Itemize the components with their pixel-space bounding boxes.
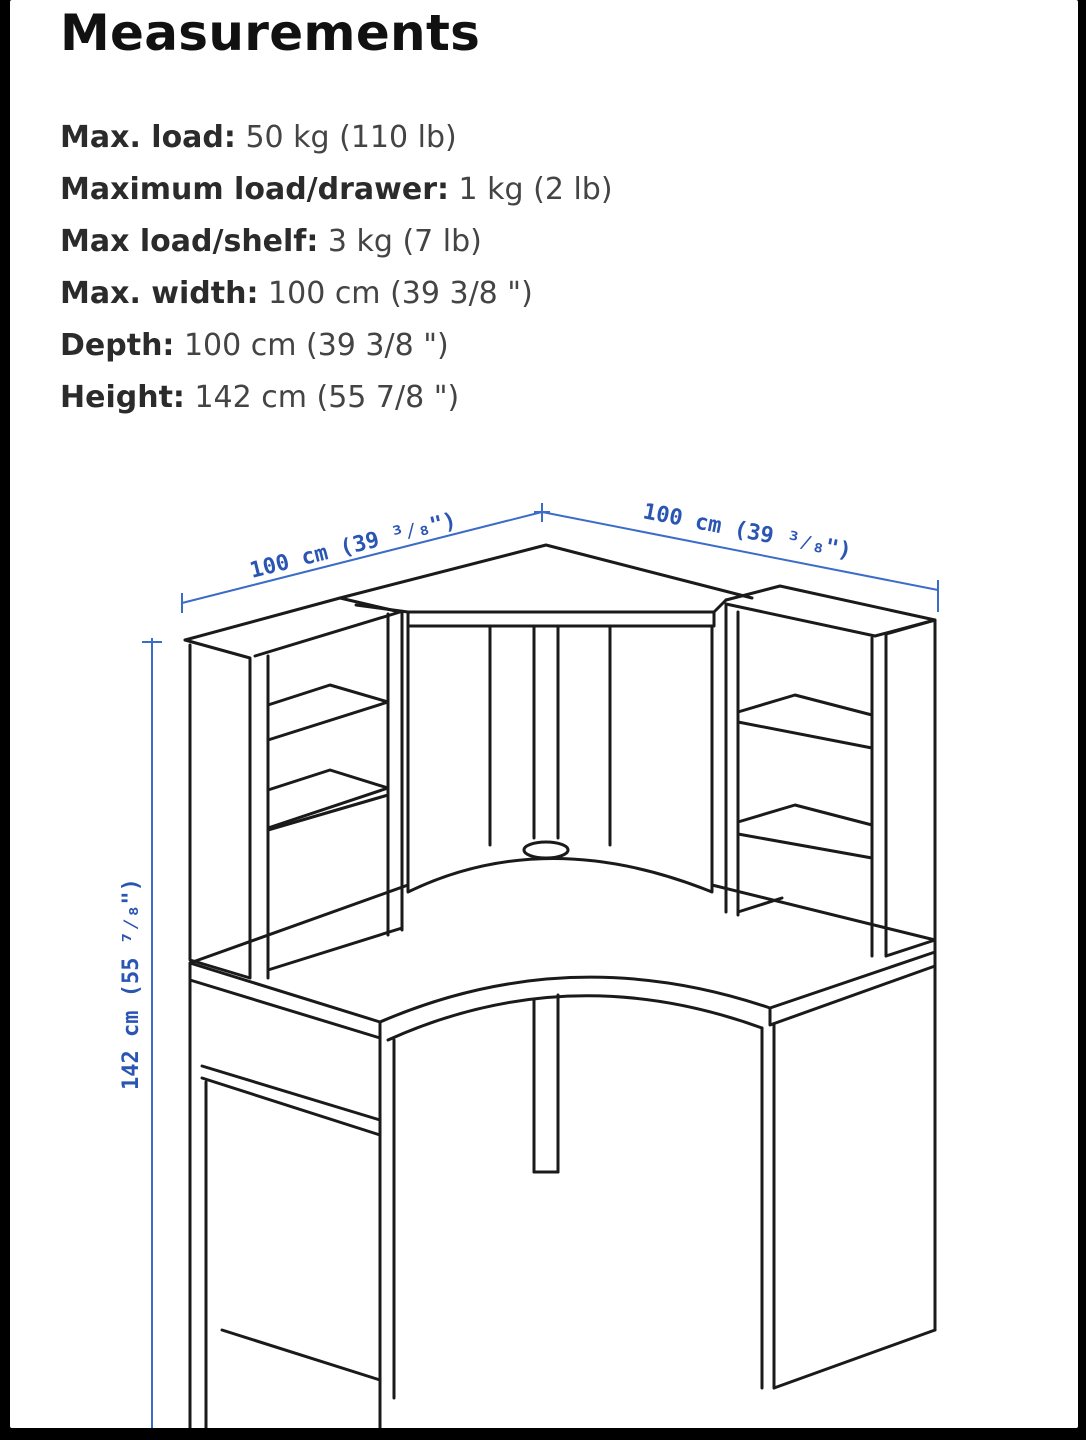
desk-surface-right-edge — [770, 952, 935, 1025]
cable-hole — [524, 842, 568, 858]
spec-value: 142 cm (55 7/8 ") — [194, 380, 460, 415]
left-hutch-shelf-3 — [268, 795, 388, 830]
right-hutch-shelf-1 — [738, 695, 872, 748]
spec-label: Max. load: — [60, 120, 236, 155]
desk-surface-front-edge — [190, 963, 380, 1038]
right-hutch-shelf-2 — [738, 805, 872, 858]
spec-label: Maximum load/drawer: — [60, 172, 449, 207]
page — [10, 0, 1078, 1428]
page-title: Measurements — [60, 4, 481, 62]
spec-value: 100 cm (39 3/8 ") — [268, 276, 533, 311]
desk-drawing — [185, 545, 935, 1428]
desk-surface-underside — [388, 996, 762, 1040]
spec-label: Depth: — [60, 328, 175, 363]
spec-value: 3 kg (7 lb) — [327, 224, 482, 259]
right-hutch-outline — [886, 620, 935, 956]
spec-label: Height: — [60, 380, 185, 415]
dimension-lines — [142, 503, 938, 1428]
spec-label: Max. width: — [60, 276, 259, 311]
width-dimension-line — [182, 512, 542, 603]
drawer-unit-leg-loop — [206, 1082, 380, 1428]
left-hutch-bottom — [268, 928, 402, 970]
desk-diagram — [10, 0, 1078, 1428]
left-hutch-outline — [185, 640, 250, 978]
spec-value: 50 kg (110 lb) — [245, 120, 457, 155]
drawer-front — [202, 1066, 380, 1135]
desk-surface-front-curve — [380, 977, 770, 1022]
spec-label: Max load/shelf: — [60, 224, 319, 259]
desk-top-back-edge — [340, 545, 752, 598]
spec-value: 1 kg (2 lb) — [458, 172, 613, 207]
height-dimension-label: 142 cm (55 ⁷⁄₈") — [119, 878, 144, 1090]
desk-top-back-panel — [408, 612, 714, 626]
desk-top-back-inner — [356, 600, 726, 612]
desk-surface-top — [190, 859, 935, 964]
left-hutch-shelf-1 — [268, 685, 388, 740]
right-leg-base — [774, 1330, 935, 1388]
depth-dimension-label: 100 cm (39 ³⁄₈") — [640, 499, 854, 565]
spec-value: 100 cm (39 3/8 ") — [183, 328, 449, 363]
width-dimension-label: 100 cm (39 ³⁄₈") — [247, 508, 460, 584]
